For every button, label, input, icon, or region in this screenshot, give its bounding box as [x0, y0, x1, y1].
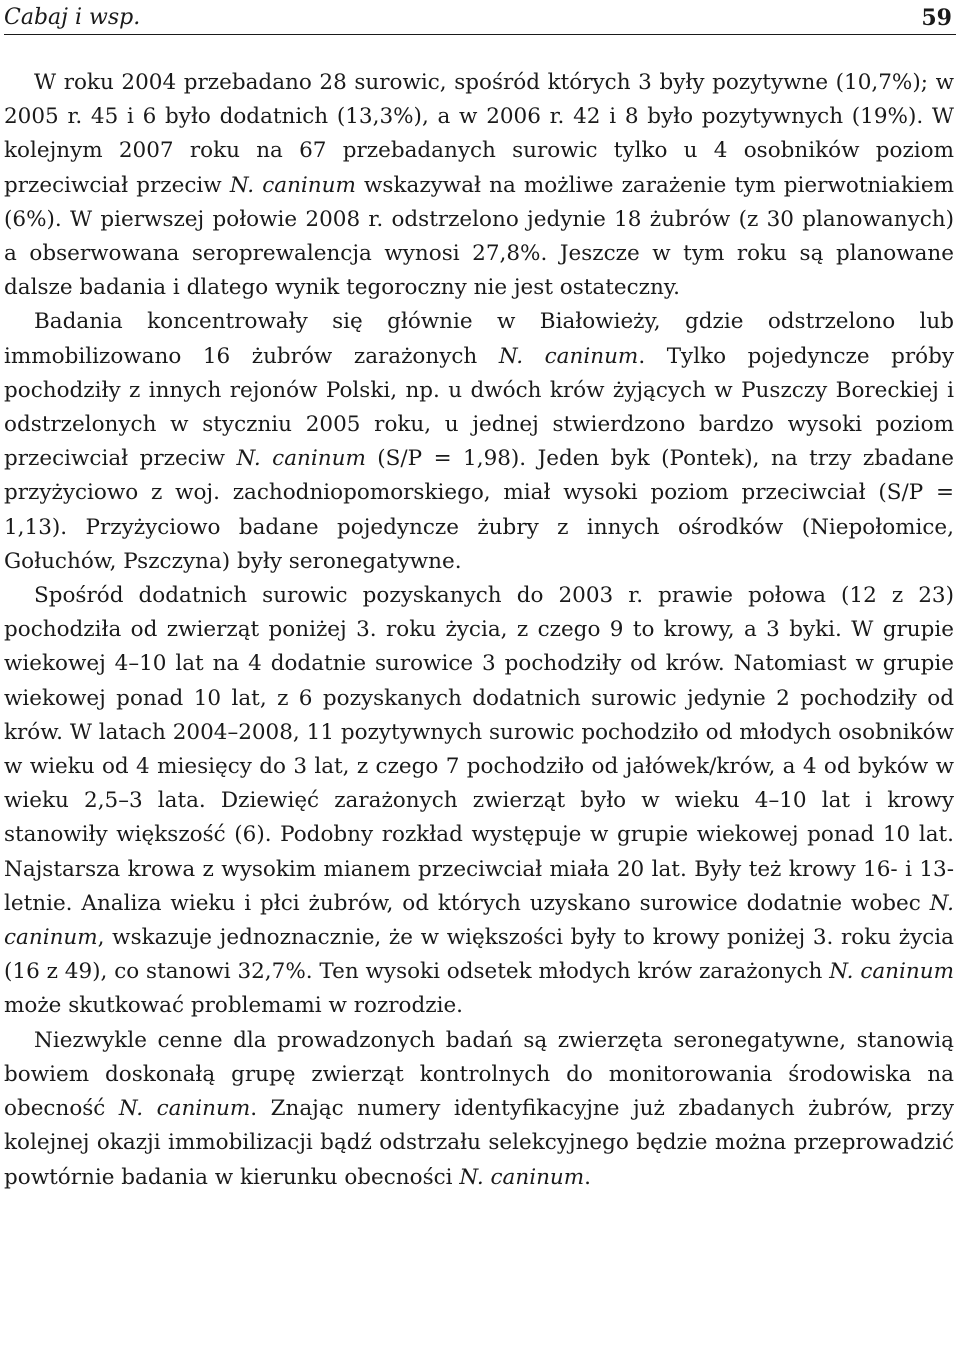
- text-run: .: [584, 1164, 592, 1190]
- species-name: N. caninum: [118, 1096, 251, 1122]
- paragraph: [4, 305, 954, 579]
- paragraph: [4, 579, 954, 1024]
- species-name: N. caninum: [229, 172, 356, 198]
- text-run: wskazywał na możliwe zarażenie tym pierwotniakiem (6%). W pierwszej połowie 2008 r. odstrzelono jedynie 18 żubrów (z 30 planowanych) a obserwowana seroprewalencja wynosi 27,8%. Jeszcze w tym roku są planowane dalsze badania i dlatego wynik tegoroczny nie jest ostateczny.: [4, 172, 954, 301]
- paragraph: [4, 66, 954, 305]
- text-run: Spośród dodatnich surowic pozyskanych do 2003 r. prawie połowa (12 z 23) pochodziła od zwierząt poniżej 3. roku życia, z czego 9 to krowy, a 3 byki. W grupie wiekowej 4–10 lat na 4 dodatnie surowice 3 pochodziły od krów. Natomiast w grupie wiekowej ponad 10 lat, z 6 pozyskanych dodatnich surowic jedynie 2 pochodziły od krów. W latach 2004–2008, 11 pozytywnych surowic pochodziło od młodych osobników w wieku od 4 miesięcy do 3 lat, z czego 7 pochodziło od jałówek/krów, a 4 od byków w wieku 2,5–3 lata. Dziewięć zarażonych zwierząt było w wieku 4–10 lat i krowy stanowiły większość (6). Podobny rozkład występuje w grupie wiekowej ponad 10 lat. Najstarsza krowa z wysokim mianem przeciwciał miała 20 lat. Były też krowy 16- i 13-letnie. Analiza wieku i płci żubrów, od których uzyskano surowice dodatnie wobec: [4, 583, 954, 916]
- text-run: . Znając numery identyfikacyjne już zbadanych żubrów, przy kolejnej okazji immobilizacji bądź odstrzału selekcyjnego będzie można przeprowadzić powtórnie badania w kierunku obecności: [4, 1096, 954, 1190]
- text-run: . Tylko pojedyncze próby pochodziły z innych rejonów Polski, np. u dwóch krów żyjących w Puszczy Boreckiej i odstrzelonych w styczniu 2005 roku, u jednej stwierdzono bardzo wysoki poziom przeciwciał przeciw: [4, 343, 954, 472]
- text-run: W roku 2004 przebadano 28 surowic, spośród których 3 były pozytywne (10,7%); w 2005 r. 45 i 6 było dodatnich (13,3%), a w 2006 r. 42 i 8 było pozytywnych (19%). W kolejnym 2007 roku na 67 przebadanych surowic tylko u 4 osobników poziom przeciwciał przeciw: [4, 70, 954, 198]
- text-run: Badania koncentrowały się głównie w Białowieży, gdzie odstrzelono lub immobilizowano 16 żubrów zarażonych: [4, 309, 954, 369]
- running-header: [4, 4, 956, 35]
- body-text: [4, 66, 954, 1195]
- running-head-authors: Cabaj i wsp.: [4, 5, 141, 30]
- species-name: N. caninum: [498, 343, 639, 369]
- text-run: może skutkować problemami w rozrodzie.: [4, 993, 464, 1019]
- species-name: N. caninum: [4, 890, 954, 951]
- species-name: N. caninum: [829, 959, 954, 985]
- text-run: Niezwykle cenne dla prowadzonych badań są zwierzęta seronegatywne, stanowią bowiem doskonałą grupę zwierząt kontrolnych do monitorowania środowiska na obecność: [4, 1027, 954, 1122]
- paragraph: [4, 1024, 954, 1195]
- page-number: 59: [921, 5, 952, 31]
- text-run: , wskazuje jednoznacznie, że w większości były to krowy poniżej 3. roku życia (16 z 49), co stanowi 32,7%. Ten wysoki odsetek młodych krów zarażonych: [4, 925, 954, 985]
- text-run: (S/P = 1,98). Jeden byk (Pontek), na trzy zbadane przyżyciowo z woj. zachodniopomorskiego, miał wysoki poziom przeciwciał (S/P = 1,13). Przyżyciowo badane pojedyncze żubry z innych ośrodków (Niepołomice, Gołuchów, Pszczyna) były seronegatywne.: [4, 446, 954, 574]
- species-name: N. caninum: [459, 1164, 585, 1190]
- species-name: N. caninum: [236, 446, 366, 472]
